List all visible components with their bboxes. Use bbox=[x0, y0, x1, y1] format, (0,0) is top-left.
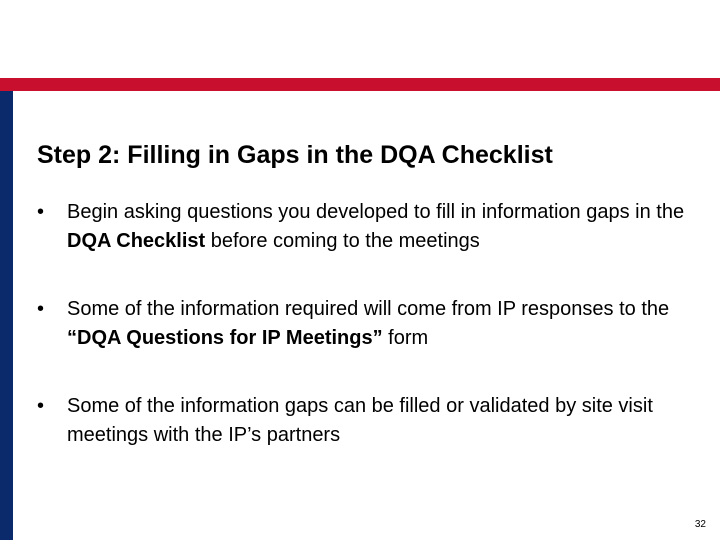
bullet-icon: • bbox=[37, 201, 45, 223]
slide-title: Step 2: Filling in Gaps in the DQA Checklist bbox=[37, 141, 553, 169]
bullet-text-part: Some of the information required will come from IP responses to the bbox=[67, 298, 670, 320]
bullet-text-bold: “DQA Questions for IP Meetings” bbox=[67, 327, 383, 349]
bullet-text-part: Begin asking questions you developed to fill in information gaps in the bbox=[67, 201, 685, 223]
bullet-text: Some of the information gaps can be filled or validated by site visit meetings with the IP’s partners bbox=[67, 395, 653, 446]
bullet-text-part: form bbox=[382, 327, 429, 349]
bullet-item-ip-responses bbox=[37, 295, 697, 353]
bullet-text-bold: DQA Checklist bbox=[67, 230, 206, 252]
page-number: 32 bbox=[694, 519, 706, 530]
bullet-icon: • bbox=[37, 395, 45, 417]
bullet-text bbox=[67, 298, 669, 349]
bullet-item-begin-asking bbox=[37, 198, 697, 256]
bullet-text-part: before coming to the meetings bbox=[205, 230, 480, 252]
left-accent-bar bbox=[0, 91, 13, 540]
top-accent-bar bbox=[0, 78, 720, 91]
bullet-list bbox=[37, 198, 697, 450]
bullet-item-site-visit bbox=[37, 392, 697, 450]
bullet-text bbox=[67, 201, 684, 252]
bullet-icon: • bbox=[37, 298, 45, 320]
